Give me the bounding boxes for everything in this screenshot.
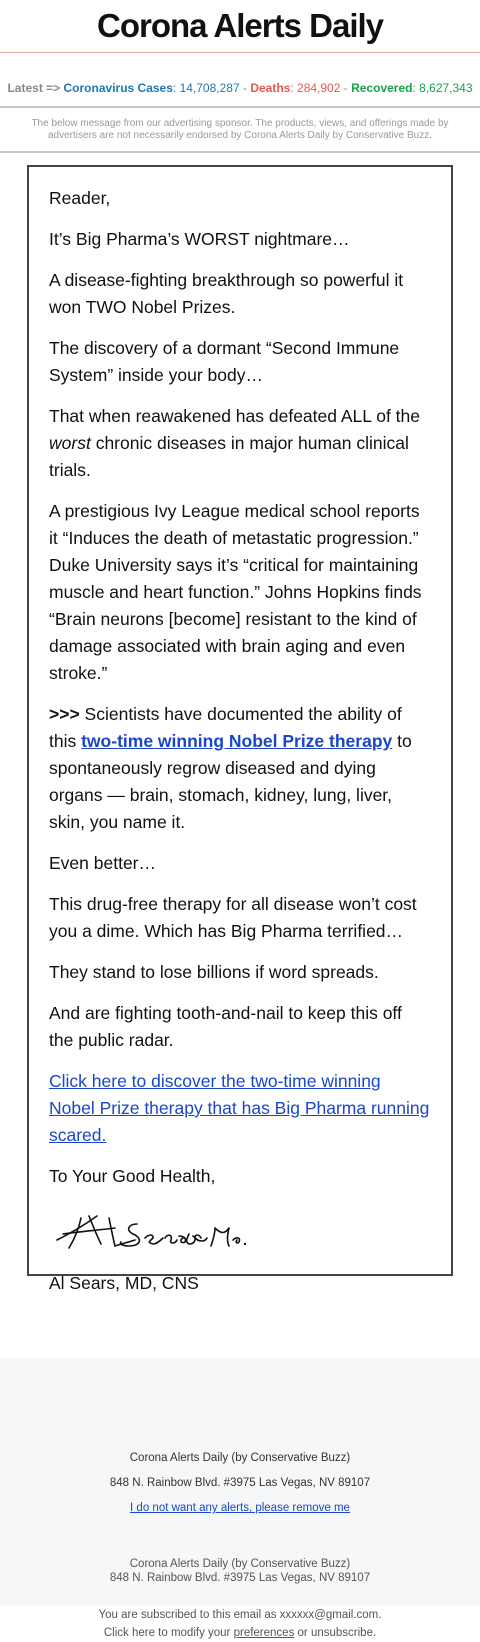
paragraph-4-emphasis: worst — [49, 433, 91, 453]
paragraph-4 — [49, 403, 431, 484]
modify-line — [0, 1624, 480, 1642]
latest-label: Latest => — [7, 81, 61, 95]
remove-alerts-link[interactable]: I do not want any alerts, please remove me — [130, 1502, 350, 1514]
arrow-marker: >>> — [49, 704, 80, 724]
nobel-therapy-link[interactable]: two-time winning Nobel Prize therapy — [81, 731, 393, 751]
footer-org: Corona Alerts Daily (by Conservative Buzz) — [129, 1452, 351, 1464]
deaths-value: 284,902 — [297, 81, 341, 95]
paragraph-4-text-a: That when reawakened has defeated ALL of the — [49, 406, 421, 426]
modify-suffix: or unsubscribe. — [297, 1627, 377, 1639]
paragraph-5: A prestigious Ivy League medical school reports it “Induces the death of metastatic progression.” Duke University says it’s “critical for maintaining muscle and heart function.” Johns Hopkins finds “Brain neurons [become] resistant to the kind of damage associated with brain aging and even stroke.” — [49, 501, 422, 683]
paragraph-1: It’s Big Pharma’s WORST nightmare… — [49, 229, 350, 249]
paragraph-6-text-a: Scientists have documented the ability of this — [49, 704, 402, 751]
masthead — [0, 0, 480, 53]
paragraph-4-text-b: chronic diseases in major human clinical trials. — [49, 433, 409, 480]
footer-org-2: Corona Alerts Daily (by Conservative Buzz) — [129, 1558, 351, 1570]
paragraph-9: They stand to lose billions if word spreads. — [49, 962, 379, 982]
modify-prefix: Click here to modify your — [103, 1627, 231, 1639]
subscribed-email-text: You are subscribed to this email as xxxxxx@gmail.com. — [98, 1609, 382, 1621]
subscription-info — [0, 1606, 480, 1642]
cta-link[interactable]: Click here to discover the two-time winning Nobel Prize therapy that has Big Pharma running scared. — [49, 1071, 430, 1145]
signer-name: Al Sears, MD, CNS — [49, 1273, 199, 1293]
paragraph-6-text-b: to spontaneously regrow diseased and dying organs — brain, stomach, kidney, lung, liver, skin, you name it. — [49, 731, 412, 832]
paragraph-6 — [49, 701, 431, 836]
footer-block-2 — [0, 1557, 480, 1585]
paragraph-7: Even better… — [49, 853, 156, 873]
deaths-label: Deaths — [250, 81, 291, 95]
cases-value: 14,708,287 — [179, 81, 240, 95]
footer-address-2: 848 N. Rainbow Blvd. #3975 Las Vegas, NV 89107 — [109, 1572, 371, 1584]
footer-address: 848 N. Rainbow Blvd. #3975 Las Vegas, NV 89107 — [109, 1477, 371, 1489]
closing: To Your Good Health, — [49, 1166, 216, 1186]
paragraph-8: This drug-free therapy for all disease won’t cost you a dime. Which has Big Pharma terrified… — [49, 894, 417, 941]
stats-ticker: Latest => Coronavirus Cases: 14,708,287 - Deaths: 284,902 - Recovered: 8,627,343 — [0, 81, 480, 108]
cta-paragraph — [49, 1068, 431, 1149]
svg-text:Al Sears, MD.: Al Sears, MD. — [49, 1204, 56, 1205]
paragraph-2: A disease-fighting breakthrough so powerful it won TWO Nobel Prizes. — [49, 270, 404, 317]
greeting: Reader, — [49, 188, 111, 208]
paragraph-10: And are fighting tooth-and-nail to keep this off the public radar. — [49, 1003, 402, 1050]
site-title: Corona Alerts Daily — [96, 7, 384, 44]
cases-label: Coronavirus Cases — [63, 81, 173, 95]
signature-image — [49, 1204, 431, 1258]
recovered-value: 8,627,343 — [419, 81, 473, 95]
paragraph-3: The discovery of a dormant “Second Immune System” inside your body… — [49, 338, 400, 385]
preferences-link[interactable]: preferences — [233, 1627, 295, 1639]
advertiser-disclaimer: The below message from our advertising sponsor. The products, views, and offerings made by advertisers are not necessarily endorsed by Corona Alerts Daily by Conservative Buzz. — [0, 108, 480, 153]
footer — [0, 1358, 480, 1606]
sponsor-letter — [27, 165, 453, 1293]
recovered-label: Recovered — [351, 81, 413, 95]
